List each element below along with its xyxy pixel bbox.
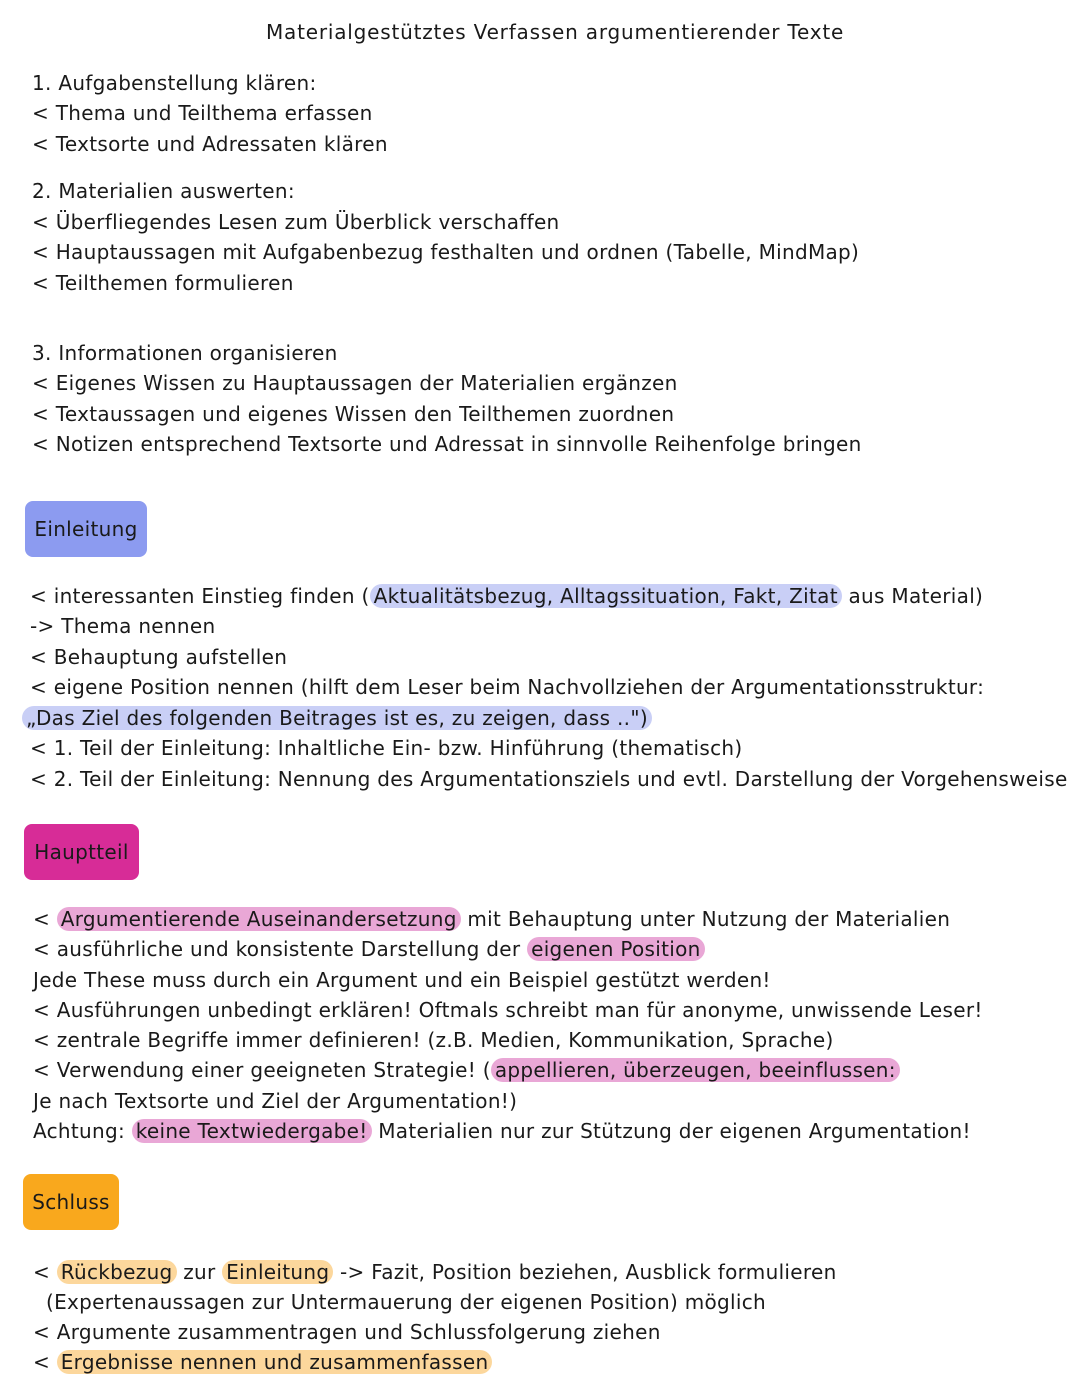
step3-item: < Notizen entsprechend Textsorte und Adressat in sinnvolle Reihenfolge bringen bbox=[32, 432, 862, 456]
einleitung-line-6: < 1. Teil der Einleitung: Inhaltliche Ein- bzw. Hinführung (thematisch) bbox=[30, 736, 743, 760]
einleitung-line-5 bbox=[22, 705, 652, 731]
step2-heading: 2. Materialien auswerten: bbox=[32, 179, 295, 203]
highlight: Argumentierende Auseinandersetzung bbox=[57, 907, 461, 931]
hauptteil-line-4: < Ausführungen unbedingt erklären! Oftmals schreibt man für anonyme, unwissende Leser! bbox=[33, 998, 983, 1022]
highlight: Rückbezug bbox=[57, 1260, 177, 1284]
schluss-label: Schluss bbox=[23, 1174, 119, 1230]
step2-item: < Überfliegendes Lesen zum Überblick verschaffen bbox=[32, 210, 560, 234]
step2-item: < Teilthemen formulieren bbox=[32, 271, 294, 295]
schluss-line-2: (Expertenaussagen zur Untermauerung der eigenen Position) möglich bbox=[46, 1290, 766, 1314]
hauptteil-line-8: Achtung: keine Textwiedergabe! Materialien nur zur Stützung der eigenen Argumentation! bbox=[33, 1119, 971, 1143]
highlight: keine Textwiedergabe! bbox=[132, 1119, 372, 1143]
step1-heading: 1. Aufgabenstellung klären: bbox=[32, 71, 317, 95]
highlight: Ergebnisse nennen und zusammenfassen bbox=[57, 1350, 493, 1374]
step2-item: < Hauptaussagen mit Aufgabenbezug festhalten und ordnen (Tabelle, MindMap) bbox=[32, 240, 860, 264]
hauptteil-line-5: < zentrale Begriffe immer definieren! (z.B. Medien, Kommunikation, Sprache) bbox=[33, 1028, 834, 1052]
schluss-line-3: < Argumente zusammentragen und Schlussfolgerung ziehen bbox=[33, 1320, 661, 1344]
hauptteil-line-6: < Verwendung einer geeigneten Strategie! ( appellieren, überzeugen, beeinflussen: bbox=[33, 1057, 900, 1083]
step3-item: < Eigenes Wissen zu Hauptaussagen der Materialien ergänzen bbox=[32, 371, 678, 395]
schluss-line-1: < Rückbezug zur Einleitung -> Fazit, Position beziehen, Ausblick formulieren bbox=[33, 1260, 837, 1284]
step1-item: < Textsorte und Adressaten klären bbox=[32, 132, 388, 156]
schluss-line-4: < Ergebnisse nennen und zusammenfassen bbox=[33, 1349, 492, 1375]
hauptteil-line-2: < ausführliche und konsistente Darstellung der eigenen Position bbox=[33, 936, 705, 962]
einleitung-line-1: < interessanten Einstieg finden ( Aktualitätsbezug, Alltagssituation, Fakt, Zitat aus Material) bbox=[30, 584, 984, 608]
einleitung-line-3: < Behauptung aufstellen bbox=[30, 645, 288, 669]
page-title: Materialgestütztes Verfassen argumentierender Texte bbox=[266, 20, 845, 44]
highlight: Aktualitätsbezug, Alltagssituation, Fakt, Zitat bbox=[370, 584, 842, 608]
highlight: appellieren, überzeugen, beeinflussen: bbox=[491, 1058, 900, 1082]
hauptteil-line-7: Je nach Textsorte und Ziel der Argumentation!) bbox=[33, 1089, 518, 1113]
einleitung-line-4: < eigene Position nennen (hilft dem Leser beim Nachvollziehen der Argumentationsstruktur: bbox=[30, 675, 985, 699]
step3-item: < Textaussagen und eigenes Wissen den Teilthemen zuordnen bbox=[32, 402, 675, 426]
highlight: „Das Ziel des folgenden Beitrages ist es, zu zeigen, dass ..") bbox=[22, 706, 652, 730]
highlight: eigenen Position bbox=[527, 937, 705, 961]
highlight: Einleitung bbox=[222, 1260, 333, 1284]
einleitung-label: Einleitung bbox=[25, 501, 147, 557]
hauptteil-line-3: Jede These muss durch ein Argument und ein Beispiel gestützt werden! bbox=[33, 968, 771, 992]
hauptteil-line-1: < Argumentierende Auseinandersetzung mit Behauptung unter Nutzung der Materialien bbox=[33, 907, 951, 931]
einleitung-line-2: -> Thema nennen bbox=[30, 614, 216, 638]
hauptteil-label: Hauptteil bbox=[24, 824, 139, 880]
step3-heading: 3. Informationen organisieren bbox=[32, 341, 338, 365]
einleitung-line-7: < 2. Teil der Einleitung: Nennung des Argumentationsziels und evtl. Darstellung der Vorgehensweise bbox=[30, 767, 1068, 791]
step1-item: < Thema und Teilthema erfassen bbox=[32, 101, 373, 125]
